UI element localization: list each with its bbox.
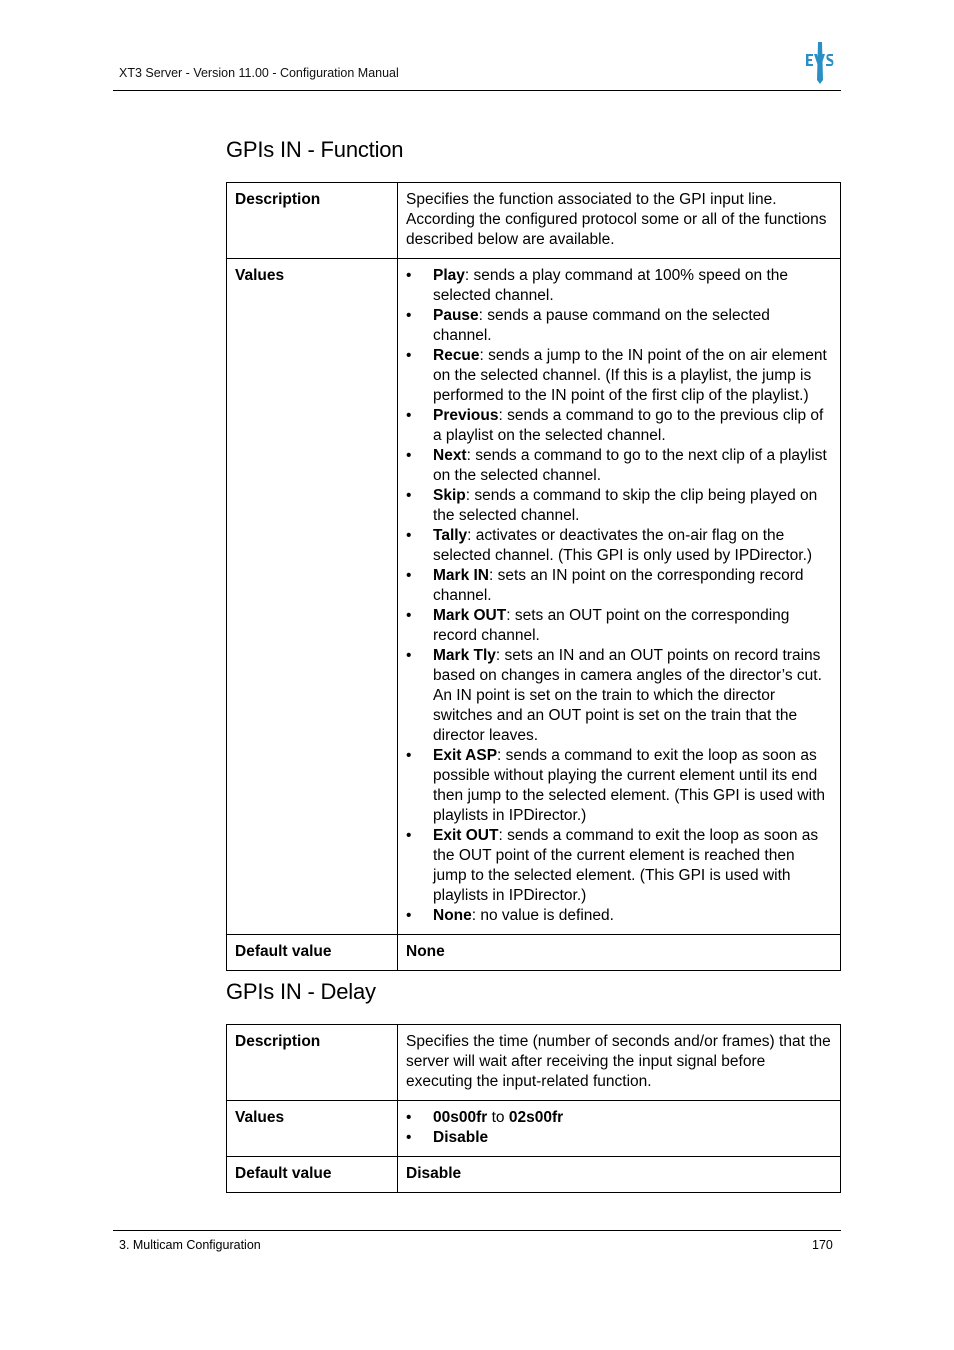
list-item xyxy=(406,346,832,406)
bullet: • xyxy=(406,347,412,364)
value-text: : sends a pause command on the selected channel. xyxy=(433,307,770,344)
table-row xyxy=(227,1157,841,1193)
default-value-label: Default value xyxy=(227,935,398,971)
bullet: • xyxy=(406,1129,412,1146)
bullet: • xyxy=(406,407,412,424)
bullet: • xyxy=(406,567,412,584)
document-header-title: XT3 Server - Version 11.00 - Configuration Manual xyxy=(119,66,399,80)
section-title-gpis-in-delay: GPIs IN - Delay xyxy=(226,979,376,1004)
list-item xyxy=(406,406,832,446)
default-value: None xyxy=(398,935,841,971)
table-row xyxy=(227,1101,841,1157)
value-term: Tally xyxy=(433,527,468,544)
list-item xyxy=(406,526,832,566)
table-row xyxy=(227,259,841,935)
value-text: : sends a command to go to the previous clip of a playlist on the selected channel. xyxy=(433,407,824,444)
list-item xyxy=(406,446,832,486)
value-term: Exit OUT xyxy=(433,827,499,844)
value-text: : sends a play command at 100% speed on the selected channel. xyxy=(433,267,789,304)
footer-chapter: 3. Multicam Configuration xyxy=(119,1238,261,1252)
value-text: : sends a command to exit the loop as soon as possible without playing the current element until its end then jump to the selected element. (This GPI is used with playlists in IPDirector.) xyxy=(433,747,825,824)
value-term: Skip xyxy=(433,487,466,504)
values-list xyxy=(406,1108,832,1148)
list-item xyxy=(406,486,832,526)
bullet: • xyxy=(406,1109,412,1126)
value-text: to xyxy=(487,1109,509,1126)
value-text: : sets an IN and an OUT points on record trains based on changes in camera angles of the director’s cut. An IN point is set on the train to which the director switches and an OUT point is set on the train that the director leaves. xyxy=(433,647,822,744)
value-term: None xyxy=(433,907,472,924)
list-item xyxy=(406,306,832,346)
section-title-gpis-in-function: GPIs IN - Function xyxy=(226,137,404,162)
footer-divider xyxy=(113,1230,841,1231)
value-text: : activates or deactivates the on-air flag on the selected channel. (This GPI is only used by IPDirector.) xyxy=(433,527,813,564)
bullet: • xyxy=(406,747,412,764)
page-number: 170 xyxy=(812,1238,833,1252)
description-text: Specifies the time (number of seconds and/or frames) that the server will wait after receiving the input signal before executing the input-related function. xyxy=(398,1025,841,1101)
value-term: Next xyxy=(433,447,467,464)
bullet: • xyxy=(406,447,412,464)
value-text: : sends a command to skip the clip being played on the selected channel. xyxy=(433,487,818,524)
list-item xyxy=(406,1128,832,1148)
values-cell xyxy=(398,1101,841,1157)
value-text: : no value is defined. xyxy=(471,907,614,924)
value-term: Previous xyxy=(433,407,499,424)
values-cell xyxy=(398,259,841,935)
values-list xyxy=(406,266,832,926)
description-label: Description xyxy=(227,1025,398,1101)
gpis-in-function-table xyxy=(226,182,841,971)
table-row xyxy=(227,1025,841,1101)
bullet: • xyxy=(406,267,412,284)
value-term: Exit ASP xyxy=(433,747,498,764)
evs-logo-icon xyxy=(804,42,836,84)
bullet: • xyxy=(406,607,412,624)
bullet: • xyxy=(406,527,412,544)
value-text: : sends a command to go to the next clip of a playlist on the selected channel. xyxy=(433,447,827,484)
value-text: : sends a jump to the IN point of the on air element on the selected channel. (If this is a playlist, the jump is performed to the IN point of the first clip of the playlist.) xyxy=(433,347,827,404)
value-term: Disable xyxy=(433,1129,489,1146)
bullet: • xyxy=(406,827,412,844)
list-item xyxy=(406,606,832,646)
value-text: : sets an IN point on the corresponding record channel. xyxy=(433,567,804,604)
value-term: Pause xyxy=(433,307,479,324)
values-label: Values xyxy=(227,1101,398,1157)
gpis-in-delay-table xyxy=(226,1024,841,1193)
value-term: Mark Tly xyxy=(433,647,496,664)
value-text: : sends a command to exit the loop as soon as the OUT point of the current element is reached then jump to the selected element. (This GPI is used with playlists in IPDirector.) xyxy=(433,827,819,904)
description-label: Description xyxy=(227,183,398,259)
value-text: : sets an OUT point on the corresponding record channel. xyxy=(433,607,790,644)
value-term: 00s00fr xyxy=(433,1109,488,1126)
default-value-label: Default value xyxy=(227,1157,398,1193)
bullet: • xyxy=(406,307,412,324)
list-item xyxy=(406,746,832,826)
value-term: Play xyxy=(433,267,465,284)
value-term: 02s00fr xyxy=(508,1109,564,1126)
values-label: Values xyxy=(227,259,398,935)
list-item xyxy=(406,646,832,746)
value-term: Mark IN xyxy=(433,567,489,584)
table-row xyxy=(227,183,841,259)
value-term: Recue xyxy=(433,347,480,364)
bullet: • xyxy=(406,907,412,924)
list-item xyxy=(406,1108,832,1128)
value-term: Mark OUT xyxy=(433,607,507,624)
bullet: • xyxy=(406,487,412,504)
bullet: • xyxy=(406,647,412,664)
table-row xyxy=(227,935,841,971)
list-item xyxy=(406,906,832,926)
list-item xyxy=(406,266,832,306)
header-divider xyxy=(113,90,841,91)
description-text: Specifies the function associated to the GPI input line. According the configured protocol some or all of the functions described below are available. xyxy=(398,183,841,259)
list-item xyxy=(406,826,832,906)
default-value: Disable xyxy=(398,1157,841,1193)
list-item xyxy=(406,566,832,606)
